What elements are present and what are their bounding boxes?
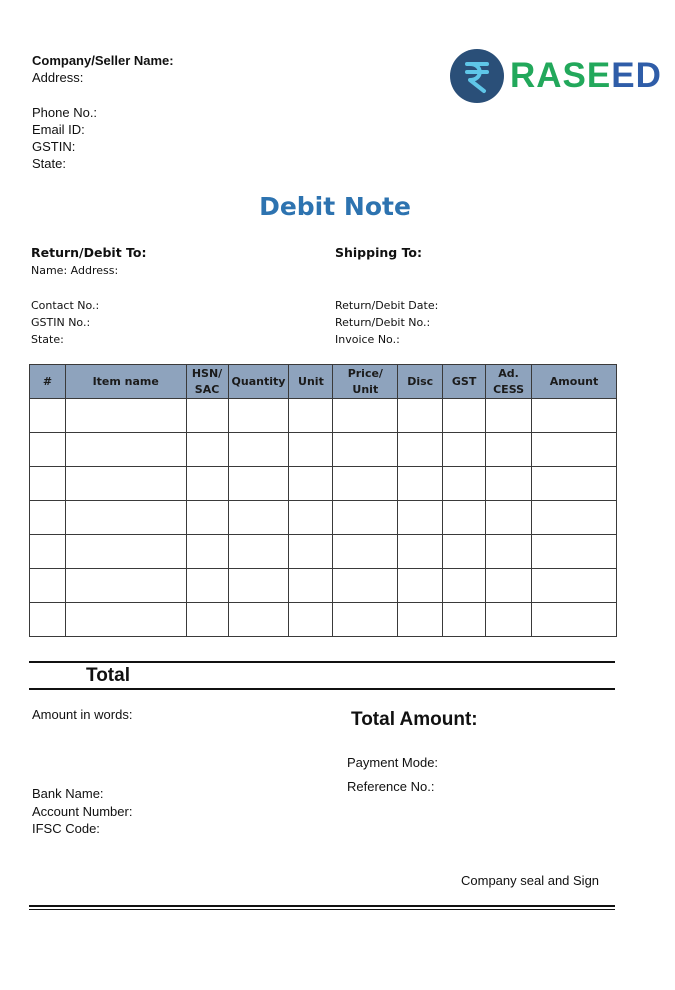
- col-header-number: #: [30, 365, 66, 399]
- table-cell: [289, 535, 333, 569]
- table-cell: [30, 569, 66, 603]
- ifsc-code-label: IFSC Code:: [32, 821, 100, 836]
- items-table: [29, 364, 617, 637]
- table-cell: [289, 501, 333, 535]
- return-to-state: State:: [31, 333, 64, 347]
- table-cell: [289, 603, 333, 637]
- table-cell: [443, 433, 486, 467]
- shipping-date: Return/Debit Date:: [335, 298, 439, 312]
- table-cell: [30, 399, 66, 433]
- table-cell: [289, 569, 333, 603]
- company-seal-label: Company seal and Sign: [461, 873, 600, 888]
- col-header-amount: Amount: [532, 365, 617, 399]
- table-cell: [289, 399, 333, 433]
- table-cell: [30, 467, 66, 501]
- table-cell: [186, 501, 228, 535]
- col-header-price-unit: Price/ Unit: [333, 365, 398, 399]
- table-cell: [30, 433, 66, 467]
- table-header-row: [30, 365, 617, 399]
- shipping-number: Return/Debit No.:: [335, 316, 431, 330]
- table-cell: [443, 399, 486, 433]
- seller-email-label: Email ID:: [32, 121, 85, 137]
- total-label: Total: [86, 665, 130, 686]
- table-cell: [228, 535, 289, 569]
- raseed-logo: [450, 49, 660, 105]
- table-cell: [333, 399, 398, 433]
- total-bottom-rule: [29, 688, 615, 690]
- account-number-label: Account Number:: [32, 803, 133, 819]
- total-amount-label: Total Amount:: [351, 709, 478, 730]
- table-cell: [65, 467, 186, 501]
- shipping-block: [335, 244, 438, 349]
- table-cell: [289, 467, 333, 501]
- col-header-disc: Disc: [398, 365, 443, 399]
- rupee-icon: [450, 49, 504, 103]
- table-cell: [532, 569, 617, 603]
- table-cell: [398, 569, 443, 603]
- table-row: [30, 501, 617, 535]
- shipping-invoice: Invoice No.:: [335, 333, 400, 347]
- table-cell: [486, 433, 532, 467]
- table-cell: [65, 603, 186, 637]
- table-cell: [65, 501, 186, 535]
- table-cell: [65, 399, 186, 433]
- payment-mode-label: Payment Mode:: [347, 755, 439, 770]
- footer-rule-2: [29, 909, 615, 911]
- table-cell: [30, 535, 66, 569]
- table-cell: [532, 535, 617, 569]
- table-cell: [228, 603, 289, 637]
- table-cell: [486, 535, 532, 569]
- return-to-gstin: GSTIN No.:: [31, 316, 91, 330]
- reference-no-label: Reference No.:: [347, 779, 435, 794]
- table-cell: [186, 603, 228, 637]
- total-top-rule: [29, 661, 615, 663]
- table-cell: [228, 399, 289, 433]
- return-to-block: [31, 244, 146, 349]
- table-cell: [186, 569, 228, 603]
- table-cell: [333, 433, 398, 467]
- table-cell: [333, 569, 398, 603]
- table-cell: [333, 501, 398, 535]
- return-to-name-address: Name: Address:: [31, 264, 119, 278]
- table-cell: [333, 467, 398, 501]
- table-cell: [398, 433, 443, 467]
- table-row: [30, 399, 617, 433]
- document-title: Debit Note: [259, 192, 411, 221]
- logo-text-blue: ED: [611, 56, 662, 95]
- table-cell: [186, 535, 228, 569]
- table-cell: [186, 433, 228, 467]
- table-cell: [228, 501, 289, 535]
- table-cell: [532, 501, 617, 535]
- seller-address-label: Address:: [32, 70, 84, 85]
- table-row: [30, 467, 617, 501]
- table-cell: [486, 501, 532, 535]
- seller-gstin-label: GSTIN:: [32, 138, 76, 154]
- bank-name-label: Bank Name:: [32, 786, 104, 801]
- col-header-ad-cess: Ad. CESS: [486, 365, 532, 399]
- table-cell: [65, 569, 186, 603]
- table-cell: [228, 433, 289, 467]
- table-cell: [443, 603, 486, 637]
- table-cell: [65, 433, 186, 467]
- seller-info: [32, 52, 174, 172]
- table-cell: [228, 569, 289, 603]
- col-header-hsn-sac: HSN/ SAC: [186, 365, 228, 399]
- table-cell: [486, 569, 532, 603]
- bank-block: [32, 785, 132, 838]
- col-header-gst: GST: [443, 365, 486, 399]
- table-row: [30, 569, 617, 603]
- payment-block: [347, 751, 438, 799]
- col-header-unit: Unit: [289, 365, 333, 399]
- table-cell: [333, 535, 398, 569]
- logo-text-green: RASE: [510, 56, 612, 95]
- table-cell: [443, 535, 486, 569]
- return-to-contact: Contact No.:: [31, 298, 100, 312]
- table-cell: [65, 535, 186, 569]
- seller-state-label: State:: [32, 155, 66, 171]
- table-cell: [443, 467, 486, 501]
- table-cell: [532, 603, 617, 637]
- table-row: [30, 535, 617, 569]
- table-cell: [398, 603, 443, 637]
- return-to-heading: Return/Debit To:: [31, 245, 147, 260]
- table-row: [30, 603, 617, 637]
- amount-in-words-label: Amount in words:: [32, 707, 133, 722]
- table-cell: [398, 399, 443, 433]
- table-cell: [186, 467, 228, 501]
- table-cell: [186, 399, 228, 433]
- seller-name-label: Company/Seller Name:: [32, 53, 174, 68]
- table-cell: [30, 501, 66, 535]
- seller-phone-label: Phone No.:: [32, 104, 98, 120]
- table-cell: [333, 603, 398, 637]
- items-body: [30, 399, 617, 637]
- table-cell: [30, 603, 66, 637]
- table-cell: [443, 569, 486, 603]
- table-cell: [532, 433, 617, 467]
- table-cell: [486, 467, 532, 501]
- table-cell: [398, 467, 443, 501]
- col-header-quantity: Quantity: [228, 365, 289, 399]
- table-row: [30, 433, 617, 467]
- table-cell: [486, 603, 532, 637]
- table-cell: [228, 467, 289, 501]
- footer-rule-1: [29, 905, 615, 907]
- table-cell: [486, 399, 532, 433]
- table-cell: [443, 501, 486, 535]
- table-cell: [398, 535, 443, 569]
- table-cell: [398, 501, 443, 535]
- table-cell: [289, 433, 333, 467]
- col-header-item-name: Item name: [65, 365, 186, 399]
- logo-wordmark: [510, 53, 662, 99]
- shipping-heading: Shipping To:: [335, 245, 423, 260]
- table-cell: [532, 399, 617, 433]
- table-cell: [532, 467, 617, 501]
